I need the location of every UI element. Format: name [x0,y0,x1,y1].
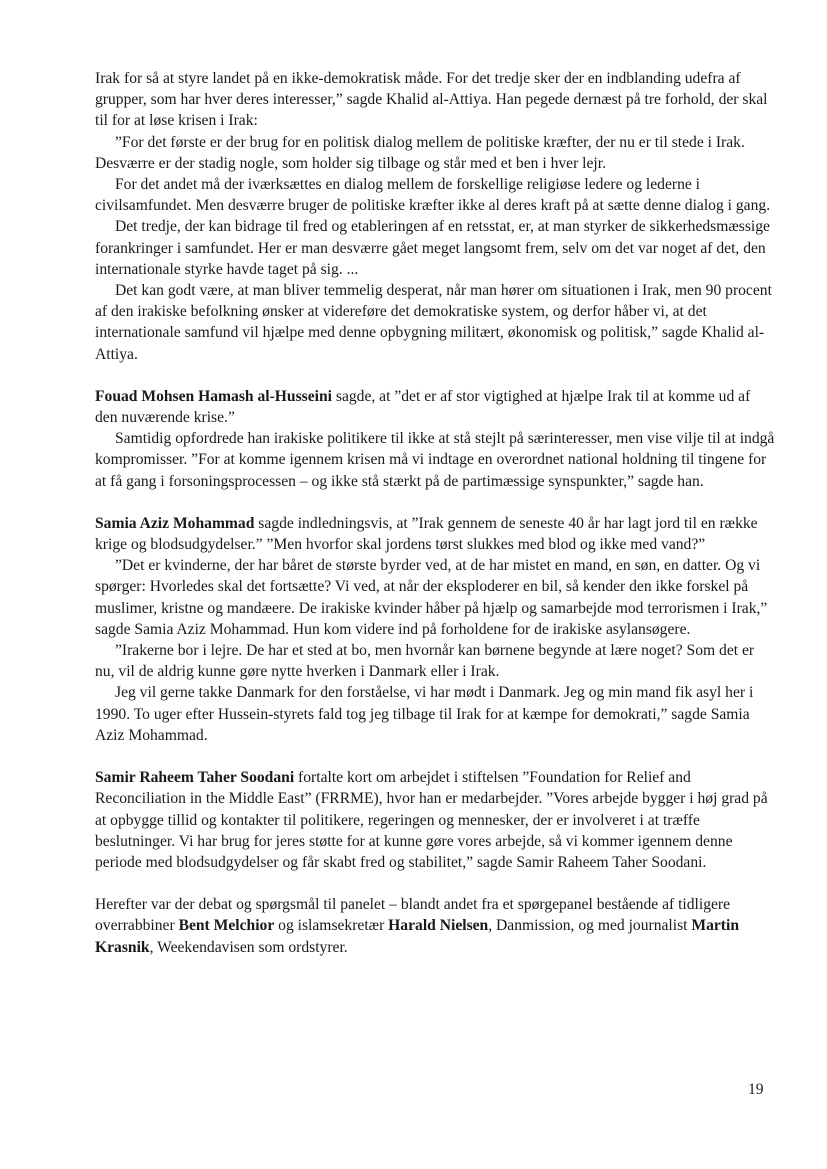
person-name: Harald Nielsen [388,917,489,935]
document-body [95,68,775,958]
section-spacer [95,746,775,767]
section-spacer [95,873,775,894]
closing-text: Herefter var der debat og spørgsmål til panelet – blandt andet fra et spørgepanel bestående af tidligere overrabbiner [95,896,731,935]
closing-text: og islamsekretær [274,917,389,935]
speaker-paragraph [95,386,775,428]
speaker-paragraph [95,513,775,555]
closing-paragraph [95,894,775,958]
paragraph: ”Irakerne bor i lejre. De har et sted at bo, men hvornår kan børnene begynde at lære noget? Som det er nu, vil de aldrig kunne gøre nytte hverken i Danmark eller i Irak. [95,642,755,681]
section-spacer [95,492,775,513]
paragraph: For det andet må der iværksættes en dialog mellem de forskellige religiøse ledere og lederne i civilsamfundet. Men desværre bruger de politiske kræfter ikke al deres kraft på at sætte denne dialog i gang. [95,176,771,215]
paragraph: Samtidig opfordrede han irakiske politikere til ikke at stå stejlt på særinteresser, men vise vilje til at indgå kompromisser. ”For at komme igennem krisen må vi indtage en overordnet national holdning til tingene for at få gang i forsoningsprocessen – og ikke stå stærkt på de partimæssige synspunkter,” sagde han. [95,430,775,490]
paragraph: Jeg vil gerne takke Danmark for den forståelse, vi har mødt i Danmark. Jeg og min mand fik asyl her i 1990. To uger efter Hussein-styrets fald tog jeg tilbage til Irak for at kæmpe for demokrati,” sagde Samia Aziz Mohammad. [95,684,754,744]
paragraph: Irak for så at styre landet på en ikke-demokratisk måde. For det tredje sker der en indblanding udefra af grupper, som har hver deres interesser,” sagde Khalid al-Attiya. Han pegede dernæst på tre forhold, der skal til for at løse krisen i Irak: [95,70,768,130]
person-name: Bent Melchior [178,917,275,935]
paragraph: ”For det første er der brug for en politisk dialog mellem de politiske kræfter, der nu er til stede i Irak. Desværre er der stadig nogle, som holder sig tilbage og står med et ben i hver lejr. [95,133,745,172]
closing-text: , Danmission, og med journalist [488,917,692,935]
page-number: 19 [748,1081,764,1098]
speaker-name: Samir Raheem Taher Soodani [95,769,295,787]
speaker-text: sagde indledningsvis, at ”Irak gennem de seneste 40 år har lagt jord til en række krige og blodsudgydelser.” ”Men hvorfor skal jordens tørst slukkes med blod og ikke med vand?” [95,514,758,554]
paragraph: ”Det er kvinderne, der har båret de største byrder ved, at de har mistet en mand, en søn, en datter. Og vi spørger: Hvorledes skal det fortsætte? Vi ved, at når der eksploderer en bil, så kender den ikke forskel på muslimer, kristne og mandæere. De irakiske kvinder håber på hjælp og samarbejde mod terrorismen i Irak,” sagde Samia Aziz Mohammad. Hun kom videre ind på forholdene for de irakiske asylansøgere. [95,557,768,638]
speaker-text: fortalte kort om arbejdet i stiftelsen ”Foundation for Relief and Reconciliation in the Middle East” (FRRME), hvor han er medarbejder. ”Vores arbejde bygger i høj grad på at opbygge tillid og kontakter til politikere, regeringen og mennesker, der er involveret i at træffe beslutninger. Vi har brug for jeres støtte for at kunne gøre vores arbejde, så vi kommer igennem denne periode med blodsudgydelser og får skabt fred og stabilitet,” sagde Samir Raheem Taher Soodani. [95,769,768,871]
speaker-text: sagde, at ”det er af stor vigtighed at hjælpe Irak til at komme ud af den nuværende krise.” [95,387,751,427]
speaker-name: Fouad Mohsen Hamash al-Husseini [95,387,332,405]
paragraph: Det tredje, der kan bidrage til fred og etableringen af en retsstat, er, at man styrker de sikkerhedsmæssige forankringer i samfundet. Her er man desværre gået meget langsomt frem, selv om det var noget af det, den internationale styrke havde taget på sig. ... [95,218,770,278]
section-spacer [95,365,775,386]
paragraph: Det kan godt være, at man bliver temmelig desperat, når man hører om situationen i Irak, men 90 procent af den irakiske befolkning ønsker at videreføre det demokratiske system, og derfor håber vi, at det internationale samfund vil hjælpe med denne opbygning militært, økonomisk og politisk,” sagde Khalid al-Attiya. [95,282,772,363]
closing-text: , Weekendavisen som ordstyrer. [149,938,348,956]
speaker-name: Samia Aziz Mohammad [95,514,255,532]
person-name: Martin Krasnik [95,917,740,956]
speaker-paragraph [95,767,775,873]
